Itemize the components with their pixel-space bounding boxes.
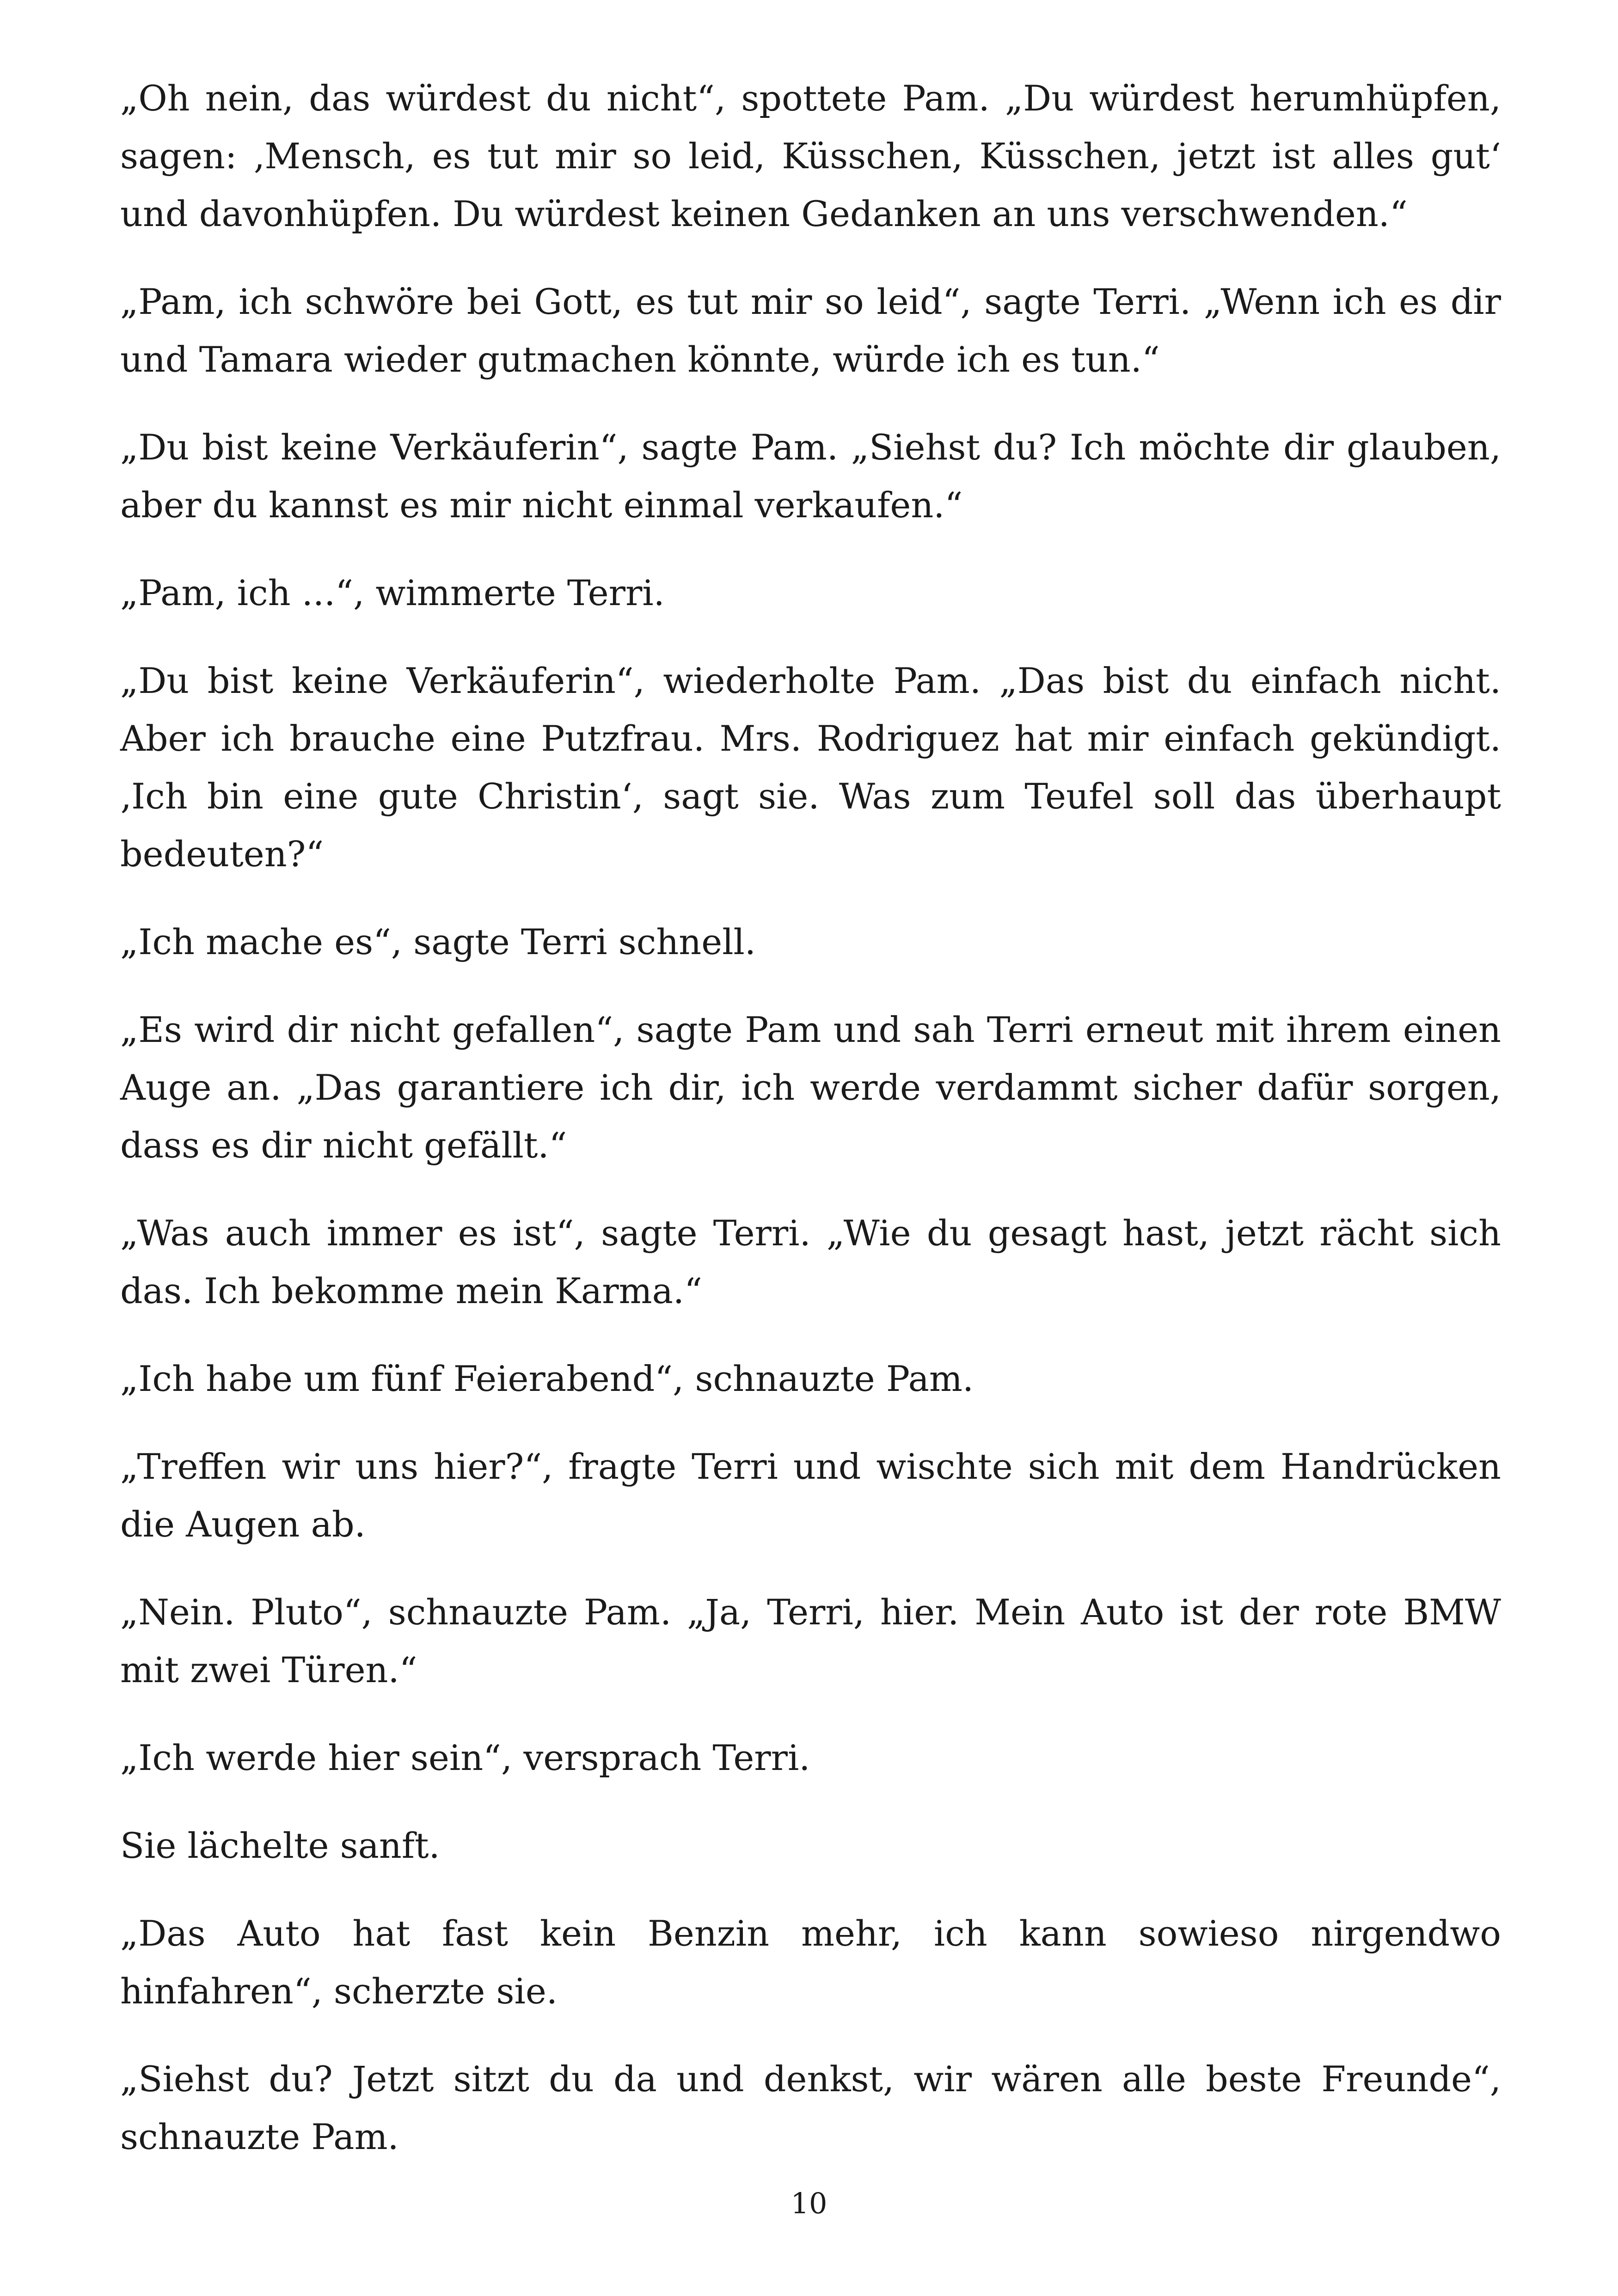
paragraph: „Pam, ich schwöre bei Gott, es tut mir so leid“, sagte Terri. „Wenn ich es dir und Tamara wieder gutmachen könnte, würde ich es tun.“ <box>120 281 1501 380</box>
paragraph: „Es wird dir nicht gefallen“, sagte Pam und sah Terri erneut mit ihrem einen Auge an. „Das garantiere ich dir, ich werde verdammt sicher dafür sorgen, dass es dir nicht gefällt.“ <box>120 1009 1501 1166</box>
paragraph: „Du bist keine Verkäuferin“, wiederholte Pam. „Das bist du einfach nicht. Aber ich brauche eine Putzfrau. Mrs. Rodriguez hat mir einfach gekündigt. ‚Ich bin eine gute Christin‘, sagt sie. Was zum Teufel soll das überhaupt bedeuten?“ <box>120 660 1501 875</box>
paragraph: Sie lächelte sanft. <box>120 1825 440 1866</box>
paragraph: „Pam, ich ...“, wimmerte Terri. <box>120 572 665 613</box>
paragraph: „Ich werde hier sein“, versprach Terri. <box>120 1737 810 1778</box>
paragraph: „Siehst du? Jetzt sitzt du da und denkst, wir wären alle beste Freunde“, schnauzte Pam. <box>120 2058 1501 2157</box>
paragraph: „Was auch immer es ist“, sagte Terri. „Wie du gesagt hast, jetzt rächt sich das. Ich bekomme mein Karma.“ <box>120 1212 1501 1311</box>
page-number: 10 <box>791 2186 827 2220</box>
paragraph: „Du bist keine Verkäuferin“, sagte Pam. „Siehst du? Ich möchte dir glauben, aber du kannst es mir nicht einmal verkaufen.“ <box>120 427 1501 526</box>
paragraph: „Ich mache es“, sagte Terri schnell. <box>120 921 756 962</box>
paragraph: „Nein. Pluto“, schnauzte Pam. „Ja, Terri, hier. Mein Auto ist der rote BMW mit zwei Türen.“ <box>120 1592 1501 1690</box>
body-text <box>120 69 1501 2196</box>
paragraph: „Treffen wir uns hier?“, fragte Terri und wischte sich mit dem Handrücken die Augen ab. <box>120 1446 1501 1545</box>
paragraph: „Das Auto hat fast kein Benzin mehr, ich kann sowieso nirgendwo hinfahren“, scherzte sie. <box>120 1913 1501 2012</box>
paragraph: „Ich habe um fünf Feierabend“, schnauzte Pam. <box>120 1358 974 1399</box>
paragraph: „Oh nein, das würdest du nicht“, spottete Pam. „Du würdest herumhüpfen, sagen: ‚Mensch, es tut mir so leid, Küsschen, Küsschen, jetzt ist alles gut‘ und davonhüpfen. Du würdest keinen Gedanken an uns verschwenden.“ <box>120 78 1501 234</box>
